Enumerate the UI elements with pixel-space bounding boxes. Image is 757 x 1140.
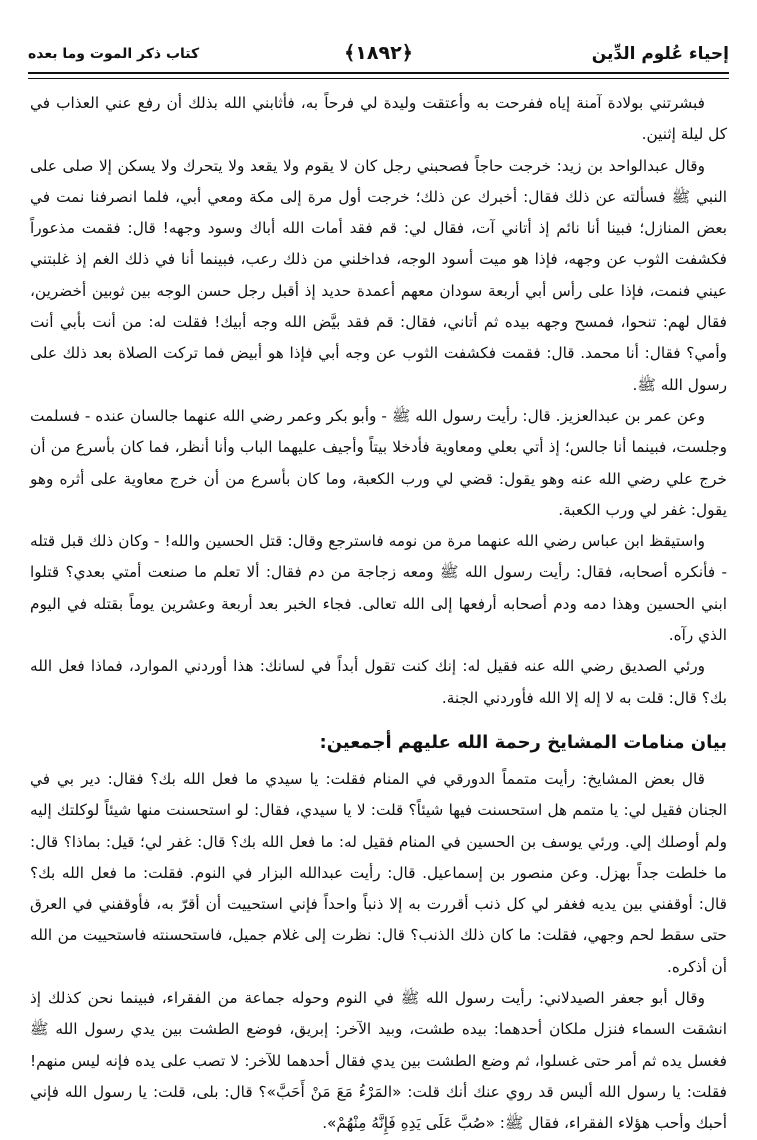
paragraph: قال بعض المشايخ: رأيت متمماً الدورقي في المنام فقلت: يا سيدي ما فعل الله بك؟ فقال: دير بي في الجنان فقيل لي: يا متمم هل استحسنت فيها شيئاً؟ قلت: لا يا سيدي، فقال: لو استحسنت منها شيئاً لوكلتك إليه ولم أوصلك إلي. ورئي يوسف بن الحسين في المنام فقيل له: ما فعل الله بك؟ قال: غفر لي؛ قيل: بماذا؟ قال: ما خلطت جداً بهزل. وعن منصور بن إسماعيل. قال: رأيت عبدالله البزار في النوم. فقلت: ما فعل الله بك؟ قال: أوقفني بين يديه فغفر لي كل ذنب أقررت به إلا ذنباً واحداً فإني استحييت أن أقرّ به، فأوقفني في العرق حتى سقط لحم وجهي، فقلت: ما كان ذلك الذنب؟ قال: نظرت إلى غلام جميل، فاستحسنته فاستحييت من الله أن أذكره. — [30, 769, 727, 976]
chapter-title: كتاب ذكر الموت وما بعده — [28, 46, 200, 62]
book-title: إحياء عُلوم الدِّين — [591, 44, 729, 64]
header-rule — [28, 72, 729, 79]
paragraph: وقال عبدالواحد بن زيد: خرجت حاجاً فصحبني رجل كان لا يقوم ولا يقعد ولا يتحرك ولا يسكن إلا صلى على النبي ﷺ فسألته عن ذلك فقال: أخبرك عن ذلك؛ خرجت أول مرة إلى مكة ومعي أبي، فلما انصرفنا نمت في بعض المنازل؛ فبينا أنا نائم إذ أتاني آت، فقال لي: قم فقد أمات الله أباك وسود وجهه! قال: فقمت مذعوراً فكشفت الثوب عن وجهه، فإذا هو ميت أسود الوجه، فداخلني من ذلك رعب، فبينما أنا في ذلك الغم إذ غلبتني عيني فنمت، فإذا على رأس أبي أربعة سودان معهم أعمدة حديد إذ أقبل رجل حسن الوجه بين ثوبين أخضرين، فقال لهم: تنحوا، فمسح وجهه بيده ثم أتاني، فقال: قم فقد بيَّض الله وجه أبيك! فقلت له: من أنت بأبي أنت وأمي؟ فقال: أنا محمد. قال: فقمت فكشفت الثوب عن وجه أبي فإذا هو أبيض فما تركت الصلاة بعد ذلك على رسول الله ﷺ. — [30, 156, 727, 394]
paragraph: وعن عمر بن عبدالعزيز. قال: رأيت رسول الله ﷺ - وأبو بكر وعمر رضي الله عنهما جالسان عنده - فسلمت وجلست، فبينما أنا جالس؛ إذ أتي بعلي ومعاوية فأدخلا بيتاً وأجيف عليهما الباب وأنا أنظر، فما كان بأسرع من أن خرج علي رضي الله عنه وهو يقول: قضي لي ورب الكعبة، وما كان بأسرع من أن خرج معاوية على أثره وهو يقول: غفر لي ورب الكعبة. — [30, 406, 727, 519]
running-header — [28, 40, 729, 74]
page-body — [30, 88, 727, 1140]
paragraph: واستيقظ ابن عباس رضي الله عنهما مرة من نومه فاسترجع وقال: قتل الحسين والله! - وكان ذلك قبل قتله - فأنكره أصحابه، فقال: رأيت رسول الله ﷺ ومعه زجاجة من دم فقال: ألا تعلم ما صنعت أمتي بعدي؟ قتلوا ابني الحسين وهذا دمه ودم أصحابه أرفعها إلى الله تعالى. فجاء الخبر بعد أربعة وعشرين يوماً بقتله في اليوم الذي رآه. — [30, 532, 727, 645]
section-heading: بيان منامات المشايخ رحمة الله عليهم أجمعين: — [319, 731, 727, 753]
paragraph: ورئي الصديق رضي الله عنه فقيل له: إنك كنت تقول أبداً في لسانك: هذا أوردني الموارد، فماذا فعل الله بك؟ قال: قلت به لا إله إلا الله فأوردني الجنة. — [30, 657, 727, 707]
page-number: ﴿١٨٩٢﴾ — [344, 42, 413, 64]
paragraph: وقال أبو جعفر الصيدلاني: رأيت رسول الله ﷺ في النوم وحوله جماعة من الفقراء، فبينما نحن كذلك إذ انشقت السماء فنزل ملكان أحدهما: بيده طشت، وبيد الآخر: إبريق، فوضع الطشت بين يدي رسول الله ﷺ فغسل يده ثم أمر حتى غسلوا، ثم وضع الطشت بين يدي فقال أحدهما للآخر: لا تصب على يده فإنه ليس منهم! فقلت: يا رسول الله أليس قد روي عنك أنك قلت: «المَرْءُ مَعَ مَنْ أَحَبَّ»؟ قال: بلى، قلت: يا رسول الله فإني أحبك وأحب هؤلاء الفقراء، فقال ﷺ: «صُبَّ عَلَى يَدِهِ فَإِنَّهُ مِنْهُمْ». — [30, 989, 727, 1133]
paragraph: فبشرتني بولادة آمنة إياه ففرحت به وأعتقت وليدة لي فرحاً به، فأثابني الله بذلك أن رفع عني العذاب في كل ليلة إثنين. — [30, 94, 727, 144]
